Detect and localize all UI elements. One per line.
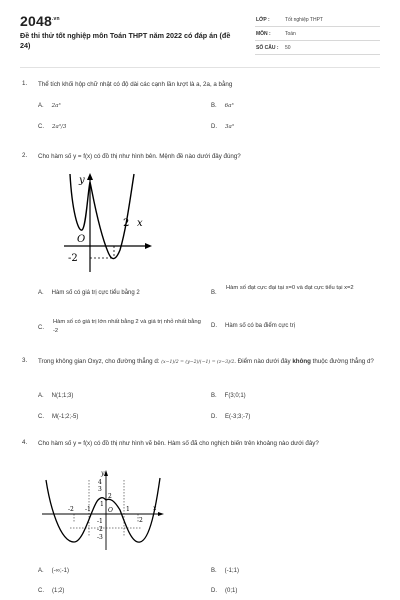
y-tick-label-4: 4 — [98, 479, 102, 486]
option-text: 6a³ — [224, 103, 234, 109]
question-2-option-c[interactable] — [38, 325, 52, 331]
meta-label-count: SỐ CÂU : — [256, 45, 279, 51]
logo-text: 2048 — [20, 13, 52, 29]
question-3-option-a[interactable] — [38, 393, 73, 399]
question-1-option-d[interactable] — [211, 124, 234, 130]
y-tick-label-minus-2: -2 — [68, 253, 78, 264]
option-text: (0;1) — [225, 588, 238, 594]
question-4-number: 4. — [22, 439, 28, 446]
question-1-option-a[interactable] — [38, 103, 61, 109]
question-2-option-b-text: Hàm số đạt cực đại tại x=0 và đạt cực tiểu tại x=2 — [226, 285, 354, 291]
question-4-option-b[interactable] — [211, 568, 239, 574]
option-letter: B. — [211, 568, 217, 574]
question-3-option-c[interactable] — [38, 414, 78, 420]
x-tick-label-2: 2 — [123, 218, 130, 229]
y-axis-arrow — [87, 173, 93, 180]
line-equation: (x−1)/2 = (y−2)/(−1) = (z−3)/2 — [161, 360, 235, 365]
option-letter: A. — [38, 290, 44, 296]
question-3-option-b[interactable] — [211, 393, 246, 399]
x-axis-label: x — [153, 505, 157, 512]
x-axis-label: x — [137, 218, 143, 229]
x-tick-label-1: 1 — [126, 506, 130, 513]
question-4-option-a[interactable] — [38, 568, 69, 574]
option-letter: A. — [38, 568, 44, 574]
option-letter: C. — [38, 588, 44, 594]
option-text: 3a³ — [225, 124, 234, 130]
option-text: N(1;1;3) — [51, 393, 74, 399]
x-tick-label-2: 2 — [139, 517, 143, 524]
meta-divider — [255, 54, 380, 55]
question-2-number: 2. — [22, 152, 28, 159]
option-letter: A. — [38, 393, 44, 399]
option-letter: C. — [38, 124, 44, 130]
site-logo[interactable] — [20, 13, 60, 29]
function-curve — [46, 478, 160, 542]
option-letter: B. — [211, 290, 217, 296]
question-3-text-part: . Điểm nào dưới đây — [234, 358, 293, 365]
question-1-number: 1. — [22, 80, 28, 87]
meta-label-subject: MÔN : — [256, 31, 271, 37]
y-axis-label: y — [101, 470, 105, 477]
question-2-graph — [60, 170, 156, 274]
question-3-text-part: thuộc đường thẳng d? — [310, 358, 374, 365]
option-letter: D. — [211, 124, 217, 130]
meta-value-count: 50 — [285, 45, 291, 51]
question-2-text: Cho hàm số y = f(x) có đồ thị như hình bên. Mệnh đề nào dưới đây đúng? — [38, 153, 241, 160]
meta-value-subject: Toán — [285, 31, 296, 37]
option-letter: D. — [211, 323, 217, 329]
option-text: Hàm số có ba điểm cực trị — [225, 323, 296, 329]
question-3-text-part: Trong không gian Oxyz, cho đường thẳng d: — [38, 358, 160, 365]
question-1-option-c[interactable] — [38, 124, 66, 130]
x-tick-label-minus-1: -1 — [85, 506, 91, 513]
meta-value-class: Tốt nghiệp THPT — [285, 17, 323, 23]
origin-label: O — [108, 507, 113, 514]
option-text: (1;2) — [52, 588, 65, 594]
option-letter: A. — [38, 103, 44, 109]
option-text: Hàm số có giá trị cực tiểu bằng 2 — [51, 290, 140, 296]
x-tick-label-minus-2: -2 — [68, 506, 74, 513]
question-3-text — [38, 357, 383, 368]
option-letter: D. — [211, 588, 217, 594]
question-4-text: Cho hàm số y = f(x) có đồ thị như hình vẽ bên. Hàm số đã cho nghịch biến trên khoảng nào dưới đây? — [38, 440, 319, 447]
option-text: M(-1;2;-5) — [52, 414, 79, 420]
question-4-option-c[interactable] — [38, 588, 64, 594]
question-4-option-d[interactable] — [211, 588, 237, 594]
y-axis-arrow — [104, 470, 108, 476]
option-text: (-∞;-1) — [51, 568, 69, 574]
y-tick-label-minus-2: -2 — [97, 526, 103, 533]
question-4-graph — [40, 466, 168, 552]
question-2-option-a[interactable] — [38, 290, 140, 296]
page-title: Đề thi thử tốt nghiệp môn Toán THPT năm 2022 có đáp án (đề 24) — [20, 31, 231, 50]
option-text: 2a³ — [51, 103, 61, 109]
question-2-option-b[interactable] — [211, 290, 225, 296]
question-3-number: 3. — [22, 357, 28, 364]
y-tick-label-1: 1 — [100, 501, 104, 508]
logo-suffix: .vn — [51, 16, 60, 22]
option-letter: C. — [38, 414, 44, 420]
meta-divider — [255, 40, 380, 41]
option-text: (-1;1) — [224, 568, 240, 574]
meta-divider — [255, 26, 380, 27]
option-text: E(-3;3;-7) — [225, 414, 251, 420]
origin-label: O — [77, 234, 86, 245]
question-3-option-d[interactable] — [211, 414, 250, 420]
option-text: F(3;0;1) — [224, 393, 246, 399]
option-letter: B. — [211, 393, 217, 399]
option-letter: B. — [211, 103, 217, 109]
header-divider — [20, 67, 380, 68]
question-2-option-d[interactable] — [211, 323, 295, 329]
x-axis-arrow — [158, 512, 164, 516]
y-tick-label-2: 2 — [108, 493, 112, 500]
option-letter: C. — [38, 325, 44, 331]
option-letter: D. — [211, 414, 217, 420]
question-3-emphasis: không — [292, 358, 311, 365]
y-tick-label-3: 3 — [98, 486, 102, 493]
y-tick-label-minus-1: -1 — [97, 518, 103, 525]
question-2-option-c-text: Hàm số có giá trị lớn nhất bằng 2 và giá trị nhỏ nhất bằng -2 — [53, 319, 201, 334]
question-1-text: Thể tích khối hộp chữ nhật có độ dài các cạnh lần lượt là a, 2a, a bằng — [38, 81, 233, 88]
meta-label-class: LỚP : — [256, 17, 270, 23]
question-1-option-b[interactable] — [211, 103, 234, 109]
x-axis-arrow — [145, 243, 152, 249]
option-text: 2a³/3 — [52, 124, 67, 130]
y-tick-label-minus-3: -3 — [97, 534, 103, 541]
y-axis-label: y — [79, 175, 85, 186]
